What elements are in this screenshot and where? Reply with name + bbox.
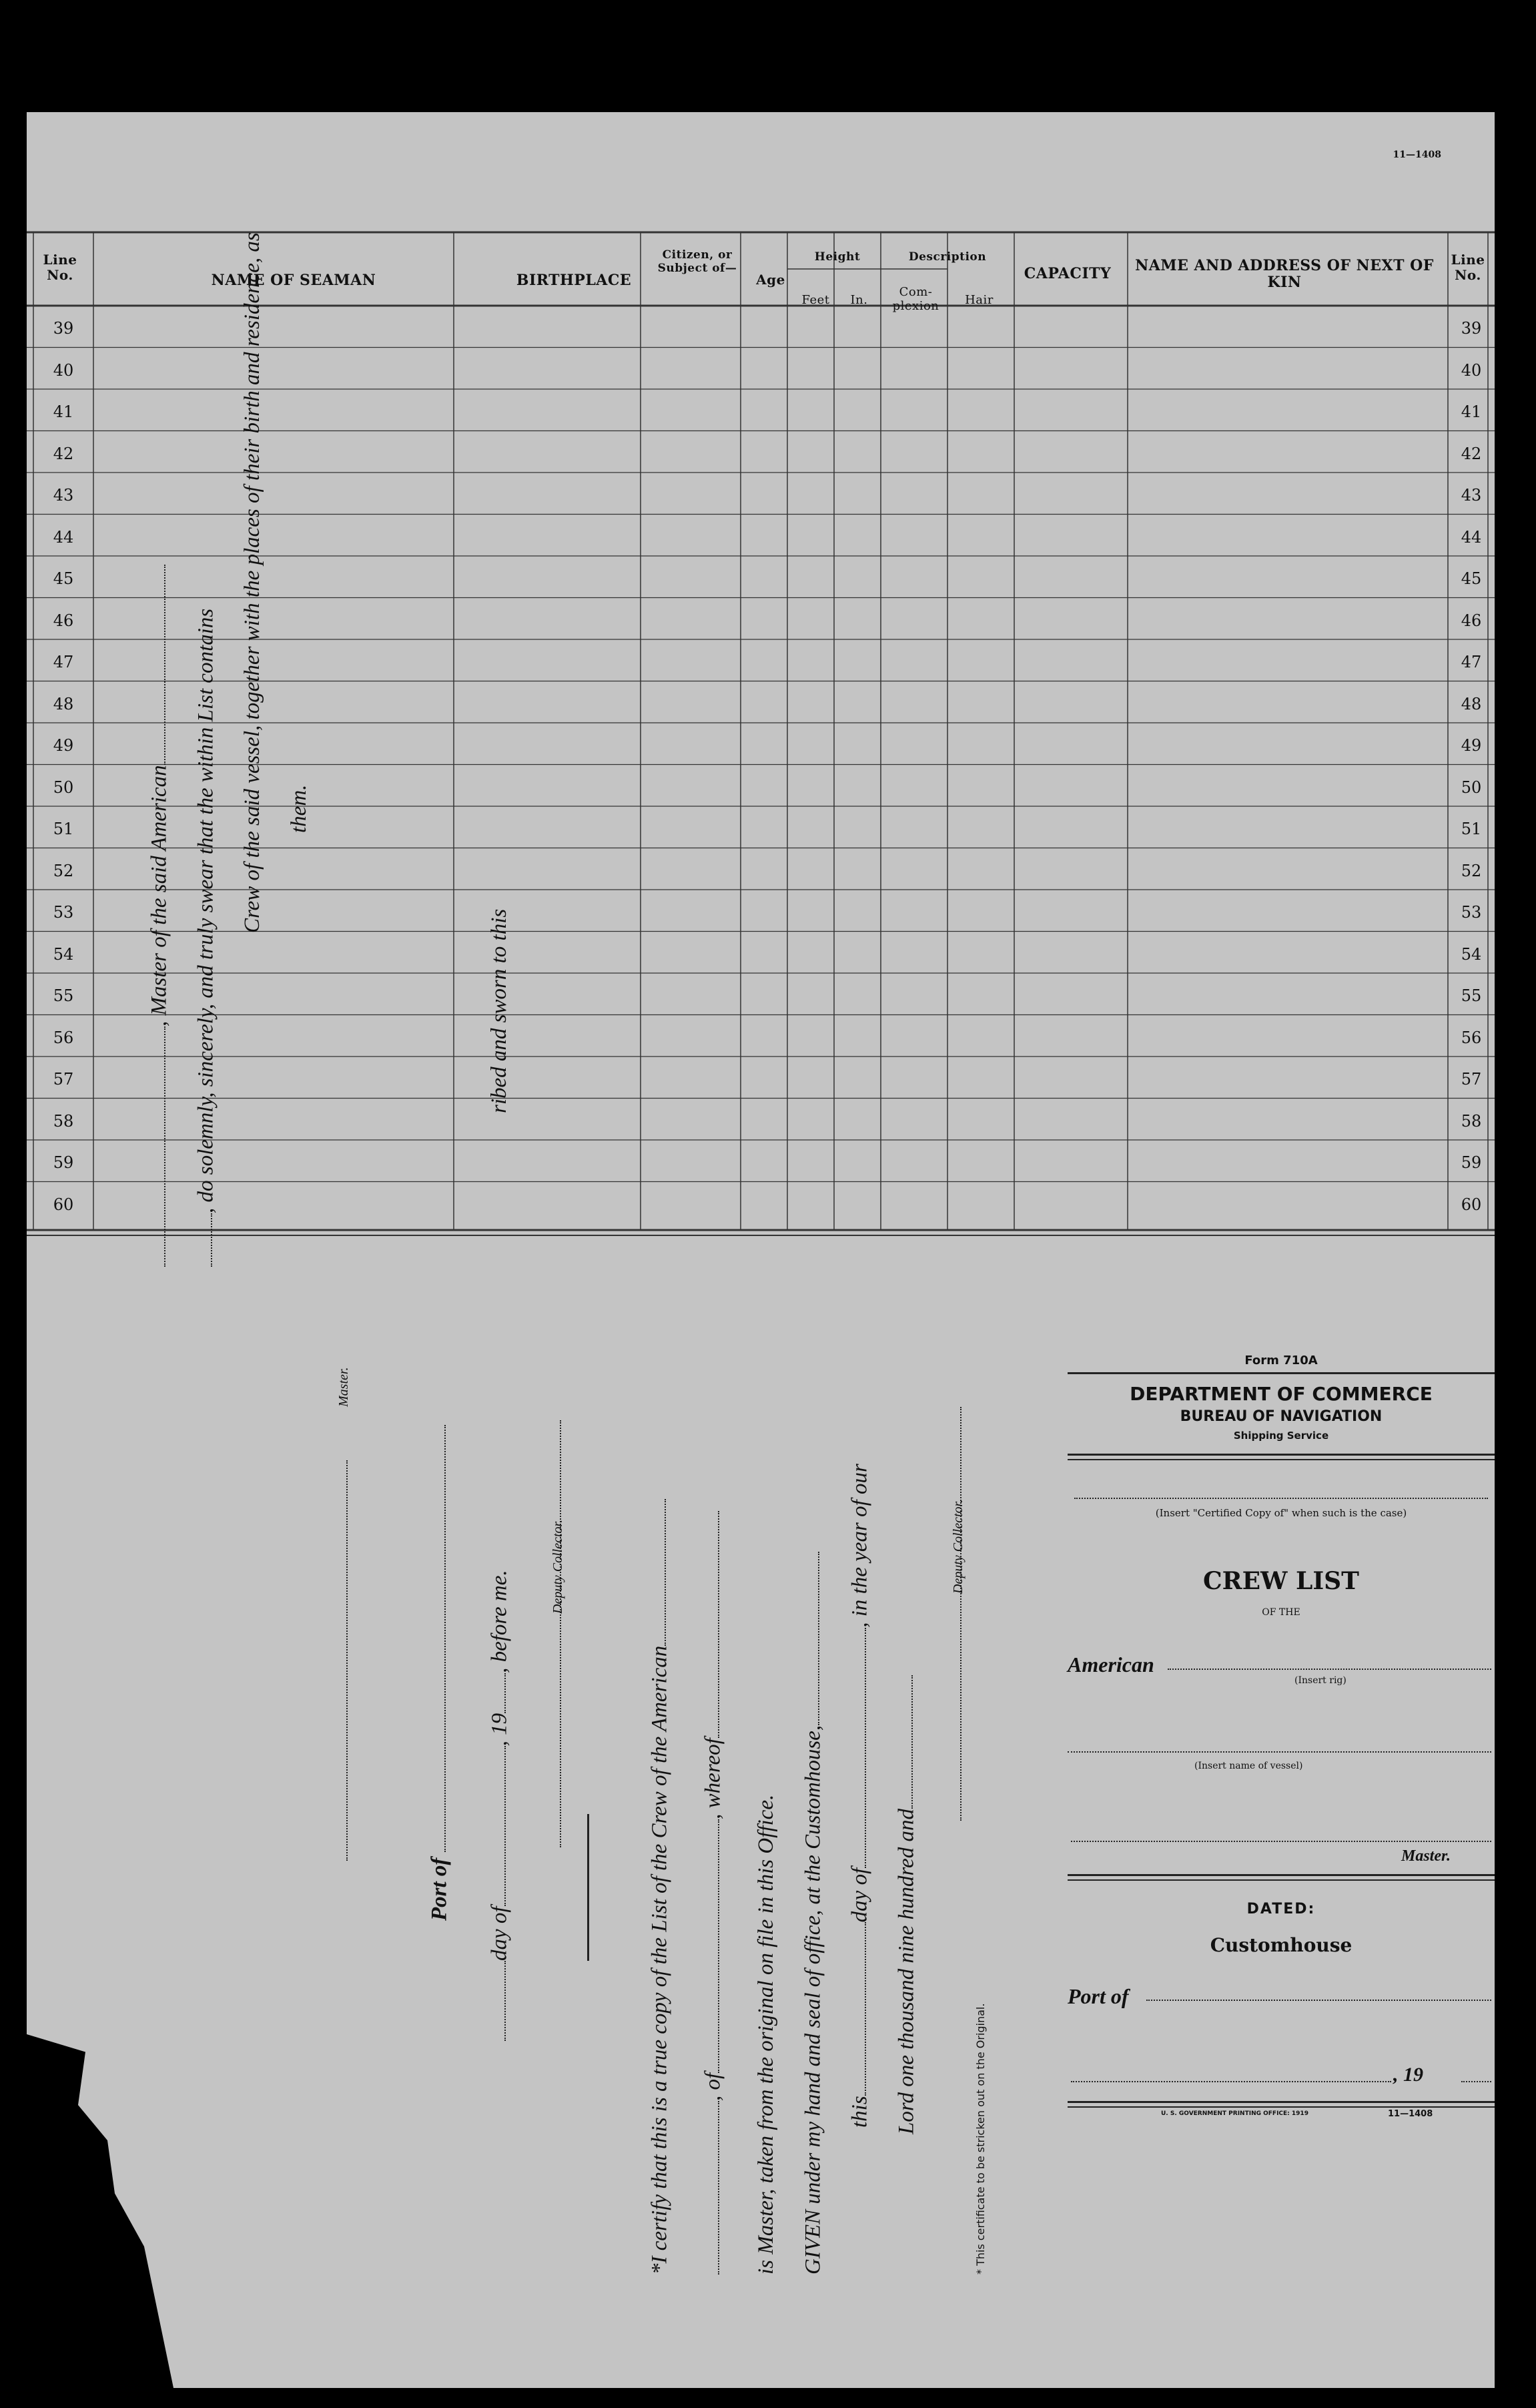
cover-dated: DATED: (1246, 1901, 1316, 1917)
line-number-left: 43 (53, 486, 74, 505)
line-number-right: 43 (1461, 486, 1482, 505)
cover-title: CREW LIST (1203, 1567, 1359, 1595)
blank-deputy-1 (547, 1420, 561, 1847)
line-number-right: 44 (1461, 527, 1482, 547)
cert-line-4: GIVEN under my hand and seal of office, at the Customhouse, (801, 1552, 825, 2275)
blank-port (427, 1425, 446, 1852)
line-number-right: 47 (1461, 653, 1482, 671)
blank-cert-port (701, 1819, 719, 2073)
line-number-right: 42 (1461, 444, 1482, 463)
line-number-right: 39 (1461, 319, 1482, 338)
blank-cert-day (847, 1922, 866, 2096)
deputy-collector-2-line (947, 1407, 966, 1821)
line-number-left: 54 (53, 944, 74, 964)
cover-service: Shipping Service (1233, 1430, 1329, 1442)
cover-master-line (1071, 1841, 1491, 1842)
cover-printing-office: U. S. GOVERNMENT PRINTING OFFICE: 1919 (1161, 2110, 1308, 2117)
header-birthplace: BIRTHPLACE (516, 272, 632, 289)
line-number-left: 56 (53, 1028, 74, 1047)
oath-line-2 (194, 609, 218, 1267)
cover-form-number: Form 710A (1244, 1353, 1318, 1368)
cover-of-the: OF THE (1262, 1607, 1300, 1618)
cover-code: 11—1408 (1388, 2109, 1433, 2119)
cover-rule-c (1068, 1874, 1495, 1876)
line-number-right: 45 (1461, 569, 1482, 588)
line-number-left: 46 (53, 611, 74, 630)
torn-corner (27, 2034, 173, 2388)
cover-rule-f (1068, 2106, 1495, 2108)
oath-text-2: , do solemnly, sincerely, and truly swear that the within List contains (194, 608, 218, 1213)
cover-rule-d (1068, 1879, 1495, 1881)
cover-insert-vessel: (Insert name of vessel) (1194, 1761, 1303, 1771)
cover-date-line (1071, 2081, 1391, 2082)
cover-department: DEPARTMENT OF COMMERCE (1130, 1383, 1433, 1405)
line-number-right: 57 (1461, 1070, 1482, 1089)
cert-line-6: Lord one thousand nine hundred and (894, 1675, 919, 2134)
header-inches: In. (850, 293, 868, 307)
line-number-right: 59 (1461, 1153, 1482, 1172)
line-number-left: 39 (53, 319, 74, 338)
oath-line-3 (240, 232, 265, 933)
cover-vessel-line (1068, 1751, 1491, 1753)
line-number-right: 55 (1461, 986, 1482, 1005)
oath-subscribed-b: day of, 19, before me. (487, 1570, 512, 2041)
cert-line-2: , of, whereof (701, 1511, 725, 2275)
line-number-right: 52 (1461, 861, 1482, 880)
header-complexion: Com- plexion (892, 285, 939, 313)
header-capacity: CAPACITY (1024, 265, 1112, 282)
cover-insert-rig: (Insert rig) (1294, 1675, 1347, 1686)
blank-master-signature (334, 1460, 348, 1861)
blank-deputy-2 (947, 1407, 962, 1821)
cover-american: American (1068, 1652, 1154, 1677)
line-number-left: 44 (53, 527, 74, 547)
header-description: Description (908, 250, 987, 264)
header-feet: Feet (801, 293, 830, 307)
line-number-right: 56 (1461, 1028, 1482, 1047)
cover-panel (1068, 1353, 1495, 2381)
deputy-collector-1: Deputy Collector. (550, 1519, 565, 1614)
oath-master-label: Master. (336, 1367, 351, 1407)
oath-text-3: Crew of the said vessel, together with the places of their birth and residence, as (240, 232, 264, 933)
cert-footnote: * This certificate to be stricken out on the Original. (974, 2003, 987, 2275)
cover-insert-certified: (Insert "Certified Copy of" when such is the case) (1155, 1507, 1407, 1519)
line-number-right: 50 (1461, 778, 1482, 797)
oath-divider (587, 1814, 589, 1961)
header-citizen: Citizen, or Subject of— (657, 248, 737, 275)
line-number-left: 52 (53, 861, 74, 880)
line-number-right: 46 (1461, 611, 1482, 630)
line-number-right: 40 (1461, 360, 1482, 380)
crew-list-sheet (27, 112, 1495, 2388)
blank-cert-year (894, 1675, 913, 1809)
line-number-right: 54 (1461, 944, 1482, 964)
line-number-left: 48 (53, 694, 74, 713)
blank-cert-vessel-name (701, 2101, 719, 2275)
blank-month (487, 1746, 506, 1906)
cover-bureau: BUREAU OF NAVIGATION (1180, 1408, 1383, 1425)
oath-line-4 (287, 785, 312, 833)
blank-master-name (147, 1026, 165, 1267)
line-number-left: 60 (53, 1195, 74, 1214)
cover-rule-a (1068, 1454, 1495, 1456)
line-number-left: 47 (53, 653, 74, 671)
line-number-right: 51 (1461, 820, 1482, 838)
cover-port-line (1146, 2000, 1491, 2001)
line-number-right: 48 (1461, 694, 1482, 713)
cert-line-1: *I certify that this is a true copy of the List of the Crew of the American (647, 1499, 672, 2275)
line-number-left: 53 (53, 903, 74, 922)
cover-rule-b (1068, 1459, 1495, 1460)
blank-cert-vessel (647, 1499, 666, 1646)
blank-vessel (147, 565, 165, 765)
cover-port-of: Port of (1068, 1984, 1129, 2008)
port-of-label: Port of (427, 1857, 452, 1921)
header-line-no: Line No. (43, 252, 77, 283)
oath-text-1: , Master of the said American (147, 765, 171, 1026)
deputy-collector-2: Deputy Collector. (951, 1499, 966, 1594)
blank-cert-month (847, 1628, 866, 1868)
line-number-left: 55 (53, 986, 74, 1005)
oath-line-1 (147, 565, 171, 1267)
header-line-no-right: Line No. (1451, 252, 1485, 283)
header-height: Height (814, 250, 861, 264)
oath-port-of (427, 1425, 452, 1921)
cover-rule-top (1068, 1372, 1495, 1374)
form-code-top: 11—1408 (1393, 149, 1441, 160)
line-number-left: 57 (53, 1070, 74, 1089)
line-number-left: 42 (53, 444, 74, 463)
cover-rule-e (1068, 2101, 1495, 2103)
line-number-right: 49 (1461, 736, 1482, 755)
cover-master: Master. (1401, 1847, 1451, 1865)
header-age: Age (756, 272, 785, 288)
line-number-right: 53 (1461, 903, 1482, 922)
cert-line-5: thisday of, in the year of our (847, 1464, 872, 2128)
cover-certified-line (1074, 1498, 1488, 1499)
cover-year-line (1461, 2081, 1491, 2082)
line-number-left: 50 (53, 778, 74, 797)
line-number-left: 41 (53, 402, 74, 421)
blank-customhouse (801, 1552, 819, 1725)
blank-day (487, 1961, 506, 2041)
header-hair: Hair (965, 293, 994, 307)
line-number-left: 51 (53, 820, 74, 838)
header-name-of-seaman: NAME OF SEAMAN (211, 272, 376, 289)
line-number-left: 49 (53, 736, 74, 755)
cover-rig-line (1168, 1669, 1491, 1670)
cover-nineteen: , 19 (1393, 2064, 1423, 2086)
oath-text-4: them. (287, 784, 311, 833)
line-number-left: 40 (53, 360, 74, 380)
line-number-right: 60 (1461, 1195, 1482, 1214)
line-number-right: 41 (1461, 402, 1482, 421)
oath-subscribed: ribed and sworn to this (487, 908, 511, 1113)
blank-year (487, 1673, 506, 1713)
cover-customhouse: Customhouse (1210, 1934, 1353, 1956)
blank-cert-master (701, 1511, 719, 1738)
blank-oath-2 (194, 1213, 212, 1267)
line-number-left: 45 (53, 569, 74, 588)
oath-master-sign (334, 1460, 352, 1861)
header-next-of-kin: NAME AND ADDRESS OF NEXT OF KIN (1135, 257, 1434, 292)
line-number-right: 58 (1461, 1111, 1482, 1131)
cert-line-3: is Master, taken from the original on file in this Office. (754, 1794, 778, 2275)
line-number-left: 58 (53, 1111, 74, 1131)
deputy-collector-1-line (547, 1420, 566, 1847)
line-number-left: 59 (53, 1153, 74, 1172)
